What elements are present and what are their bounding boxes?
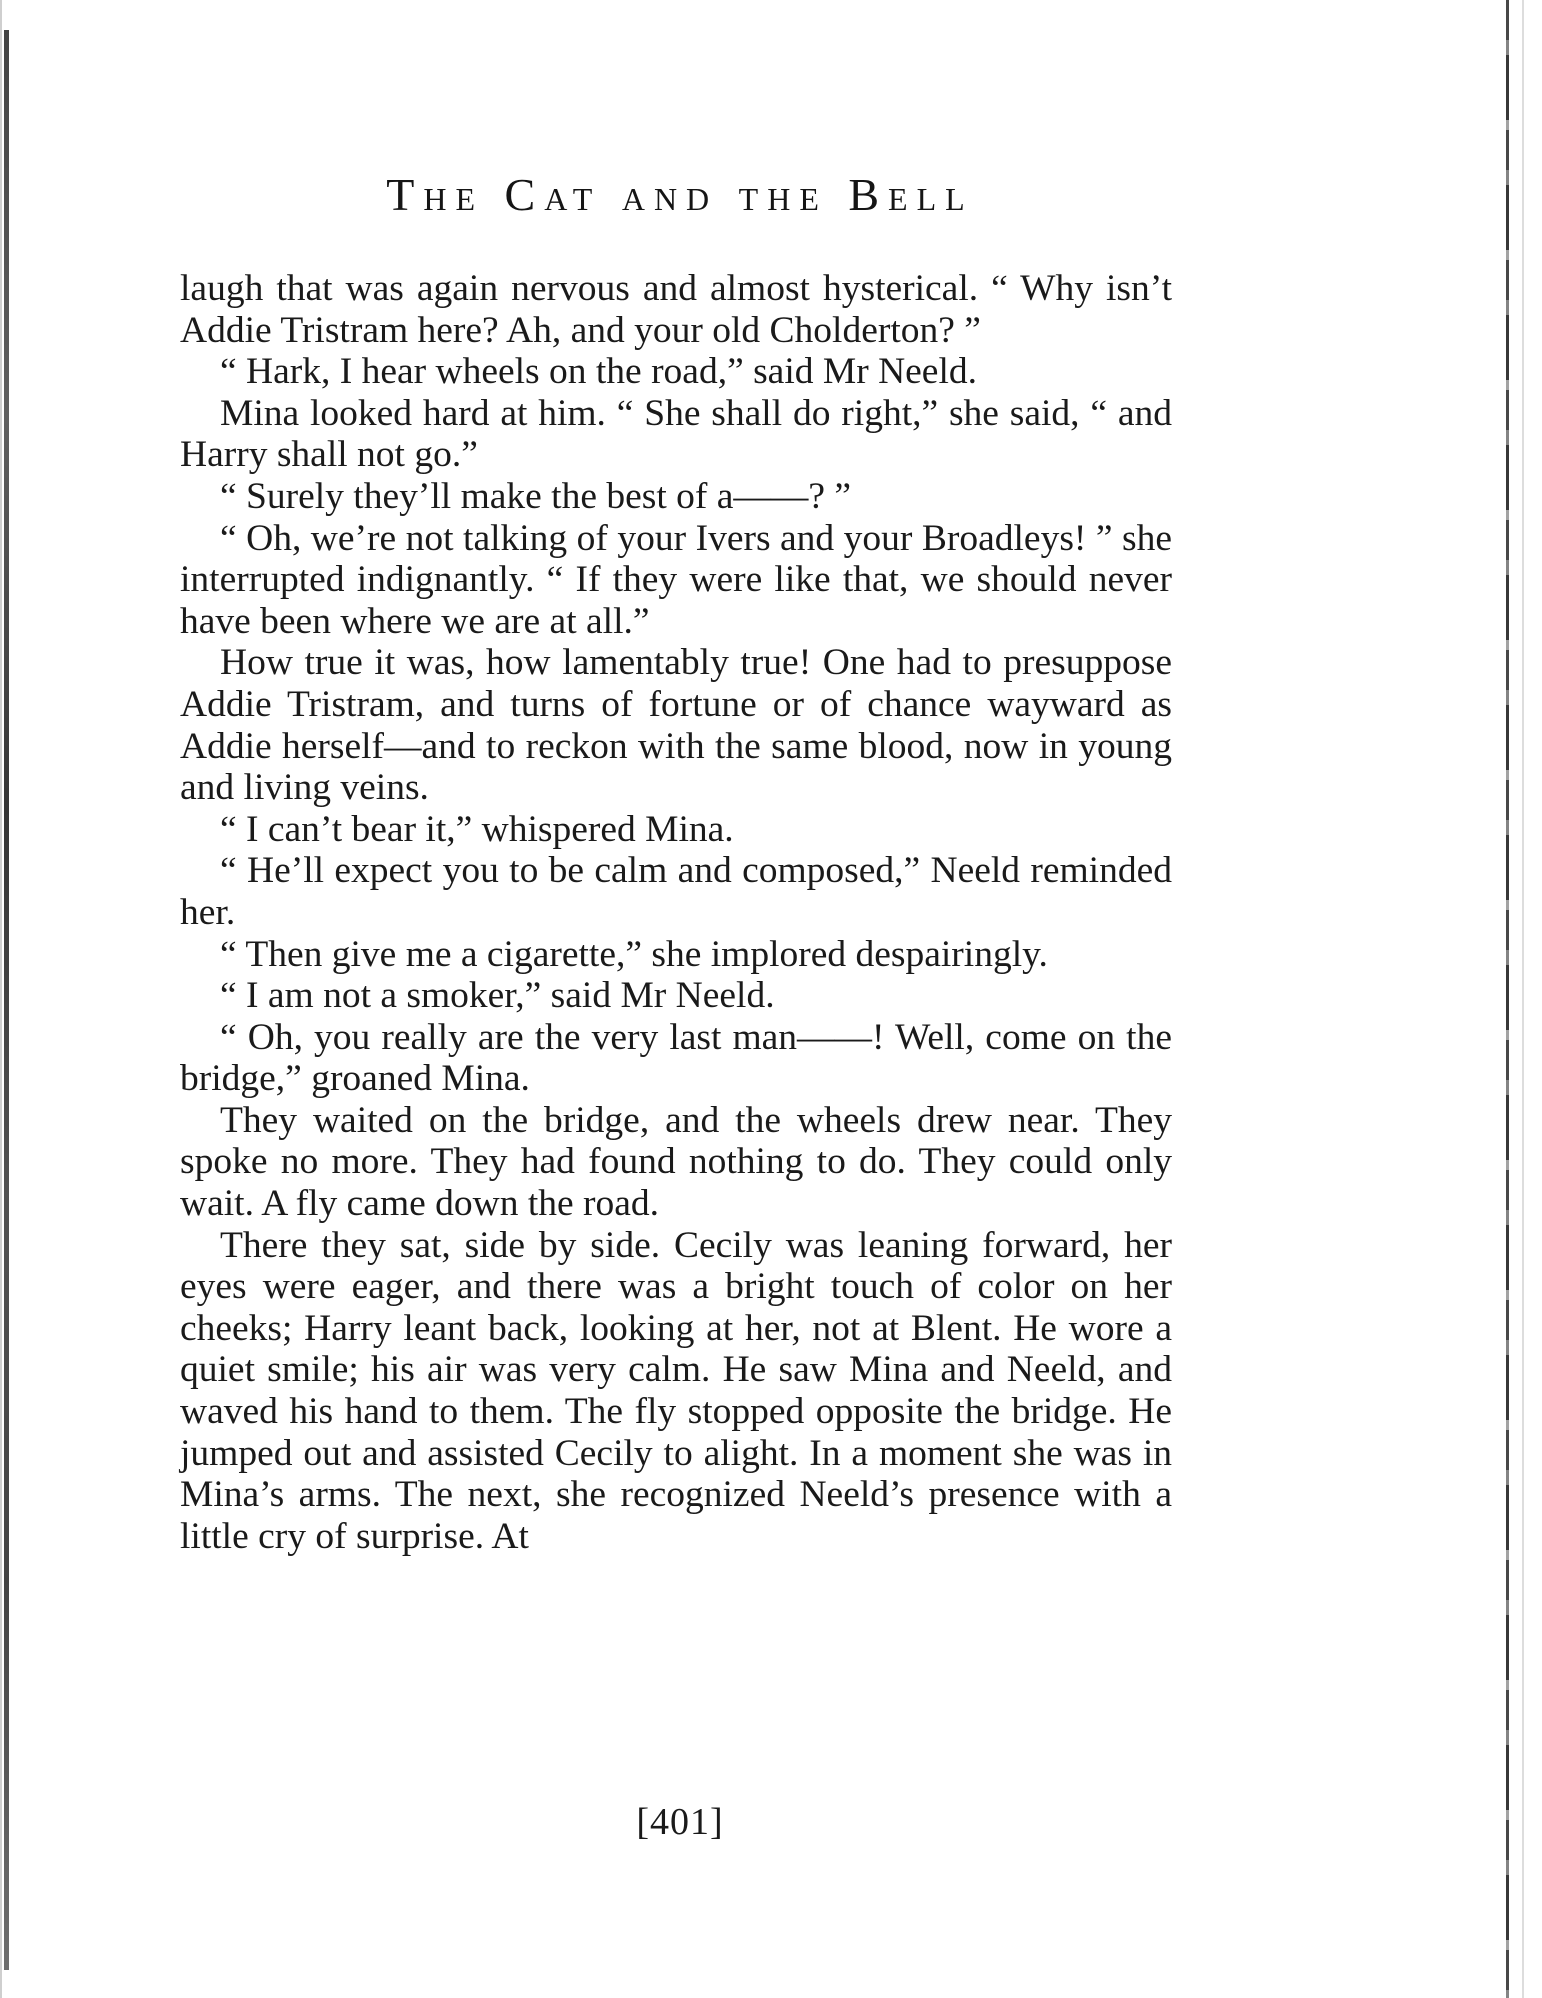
paragraph: “ I can’t bear it,” whispered Mina. (220, 808, 734, 850)
paragraph: “ Oh, we’re not talking of your Ivers and your Broadleys! ” she interrupted indignantly. “ If they were like that, we should never have been where we are at all.” (180, 517, 1172, 642)
page-number: [401] (636, 1801, 724, 1843)
scan-edge-right-secondary (1522, 0, 1524, 1998)
paragraph: They waited on the bridge, and the wheels drew near. They spoke no more. They had found nothing to do. They could only wait. A fly came down the road. (180, 1099, 1172, 1225)
paragraph: “ He’ll expect you to be calm and composed,” Neeld reminded her. (180, 850, 1172, 933)
paragraph: How true it was, how lamentably true! One had to presuppose Addie Tristram, and turns of fortune or of chance wayward as Addie herself—and to reckon with the same blood, now in young and living veins. (180, 642, 1172, 809)
running-head: The Cat and the Bell (386, 169, 974, 220)
paragraph: “ Oh, you really are the very last man——! Well, come on the bridge,” groaned Mina. (180, 1016, 1172, 1100)
paragraph: “ I am not a smoker,” said Mr Neeld. (220, 975, 775, 1017)
paragraph: “ Hark, I hear wheels on the road,” said Mr Neeld. (220, 351, 977, 393)
scan-edge-left-thin (0, 0, 2, 1998)
paragraph: Mina looked hard at him. “ She shall do right,” she said, “ and Harry shall not go.” (180, 392, 1172, 476)
scan-edge-right (1506, 0, 1509, 1998)
paragraph: There they sat, side by side. Cecily was leaning forward, her eyes were eager, and there was a bright touch of color on her cheeks; Harry leant back, looking at her, not at Blent. He wore a quiet smile; his air was very calm. He saw Mina and Neeld, and waved his hand to them. The fly stopped opposite the bridge. He jumped out and assisted Cecily to alight. In a moment she was in Mina’s arms. The next, she recognized Neeld’s presence with a little cry of surprise. At (180, 1224, 1172, 1557)
paragraph: “ Surely they’ll make the best of a——? ” (220, 475, 852, 517)
body-text (180, 268, 1172, 1557)
scan-edge-left (4, 30, 9, 1970)
paragraph: “ Then give me a cigarette,” she implored despairingly. (220, 933, 1048, 975)
paragraph: laugh that was again nervous and almost hysterical. “ Why isn’t Addie Tristram here? Ah, and your old Cholderton? ” (180, 268, 1172, 351)
